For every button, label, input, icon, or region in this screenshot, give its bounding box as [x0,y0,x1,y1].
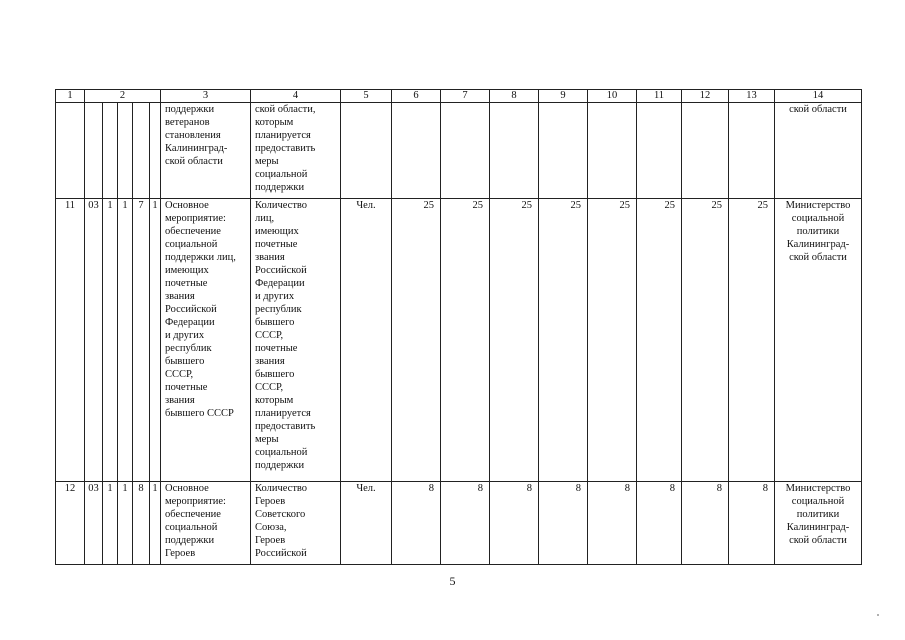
header-cell: 2 [85,90,161,103]
value-cell: 25 [729,199,775,482]
value-cell: 8 [588,482,637,565]
unit-cell: Чел. [341,199,392,482]
code-cell [133,103,150,199]
unit-cell [341,103,392,199]
value-cell: 8 [490,482,539,565]
value-cell: 25 [490,199,539,482]
header-cell: 13 [729,90,775,103]
value-cell [539,103,588,199]
code-cell: 1 [103,482,118,565]
header-cell: 14 [775,90,862,103]
value-cell: 8 [539,482,588,565]
value-cell [637,103,682,199]
value-cell [729,103,775,199]
code-cell: 1 [150,199,161,482]
header-cell: 6 [392,90,441,103]
header-cell: 5 [341,90,392,103]
responsible-org-cell: ской области [775,103,862,199]
code-cell: 03 [85,199,103,482]
activity-cell: поддержки ветеранов становления Калининград- ской области [161,103,251,199]
code-cell: 1 [150,482,161,565]
value-cell: 8 [441,482,490,565]
code-cell [118,103,133,199]
value-cell: 25 [539,199,588,482]
row-number: 12 [56,482,85,565]
responsible-org-cell: Министерство социальной политики Калининград- ской области [775,199,862,482]
value-cell: 25 [588,199,637,482]
header-cell: 12 [682,90,729,103]
header-cell: 9 [539,90,588,103]
header-cell: 4 [251,90,341,103]
value-cell: 8 [392,482,441,565]
value-cell: 8 [637,482,682,565]
value-cell: 25 [637,199,682,482]
value-cell [441,103,490,199]
row-number [56,103,85,199]
header-cell: 1 [56,90,85,103]
responsible-org-cell: Министерство социальной политики Калининград- ской области [775,482,862,565]
header-cell: 3 [161,90,251,103]
code-cell [85,103,103,199]
value-cell: 25 [441,199,490,482]
code-cell: 03 [85,482,103,565]
value-cell [490,103,539,199]
code-cell: 7 [133,199,150,482]
header-cell: 7 [441,90,490,103]
code-cell [103,103,118,199]
indicator-cell: ской области, которым планируется предоставить меры социальной поддержки [251,103,341,199]
header-cell: 8 [490,90,539,103]
page-number: 5 [449,574,456,588]
header-cell: 10 [588,90,637,103]
value-cell [682,103,729,199]
value-cell [392,103,441,199]
value-cell: 8 [729,482,775,565]
header-cell: 11 [637,90,682,103]
indicator-cell: Количество лиц, имеющих почетные звания Российской Федерации и других республик бывшего СССР, почетные звания бывшего СССР, которым планируется предоставить меры социальной поддержки [251,199,341,482]
program-table [55,89,862,565]
value-cell: 25 [682,199,729,482]
unit-cell: Чел. [341,482,392,565]
row-number: 11 [56,199,85,482]
activity-cell: Основное мероприятие: обеспечение социальной поддержки лиц, имеющих почетные звания Российской Федерации и других республик бывшего СССР, почетные звания бывшего СССР [161,199,251,482]
code-cell [150,103,161,199]
value-cell: 25 [392,199,441,482]
code-cell: 8 [133,482,150,565]
value-cell: 8 [682,482,729,565]
code-cell: 1 [118,199,133,482]
table-row [56,103,862,199]
table-row [56,482,862,565]
value-cell [588,103,637,199]
scan-speck [877,614,879,616]
header-row [56,90,862,103]
activity-cell: Основное мероприятие: обеспечение социальной поддержки Героев [161,482,251,565]
code-cell: 1 [118,482,133,565]
indicator-cell: Количество Героев Советского Союза, Героев Российской [251,482,341,565]
table-row [56,199,862,482]
code-cell: 1 [103,199,118,482]
